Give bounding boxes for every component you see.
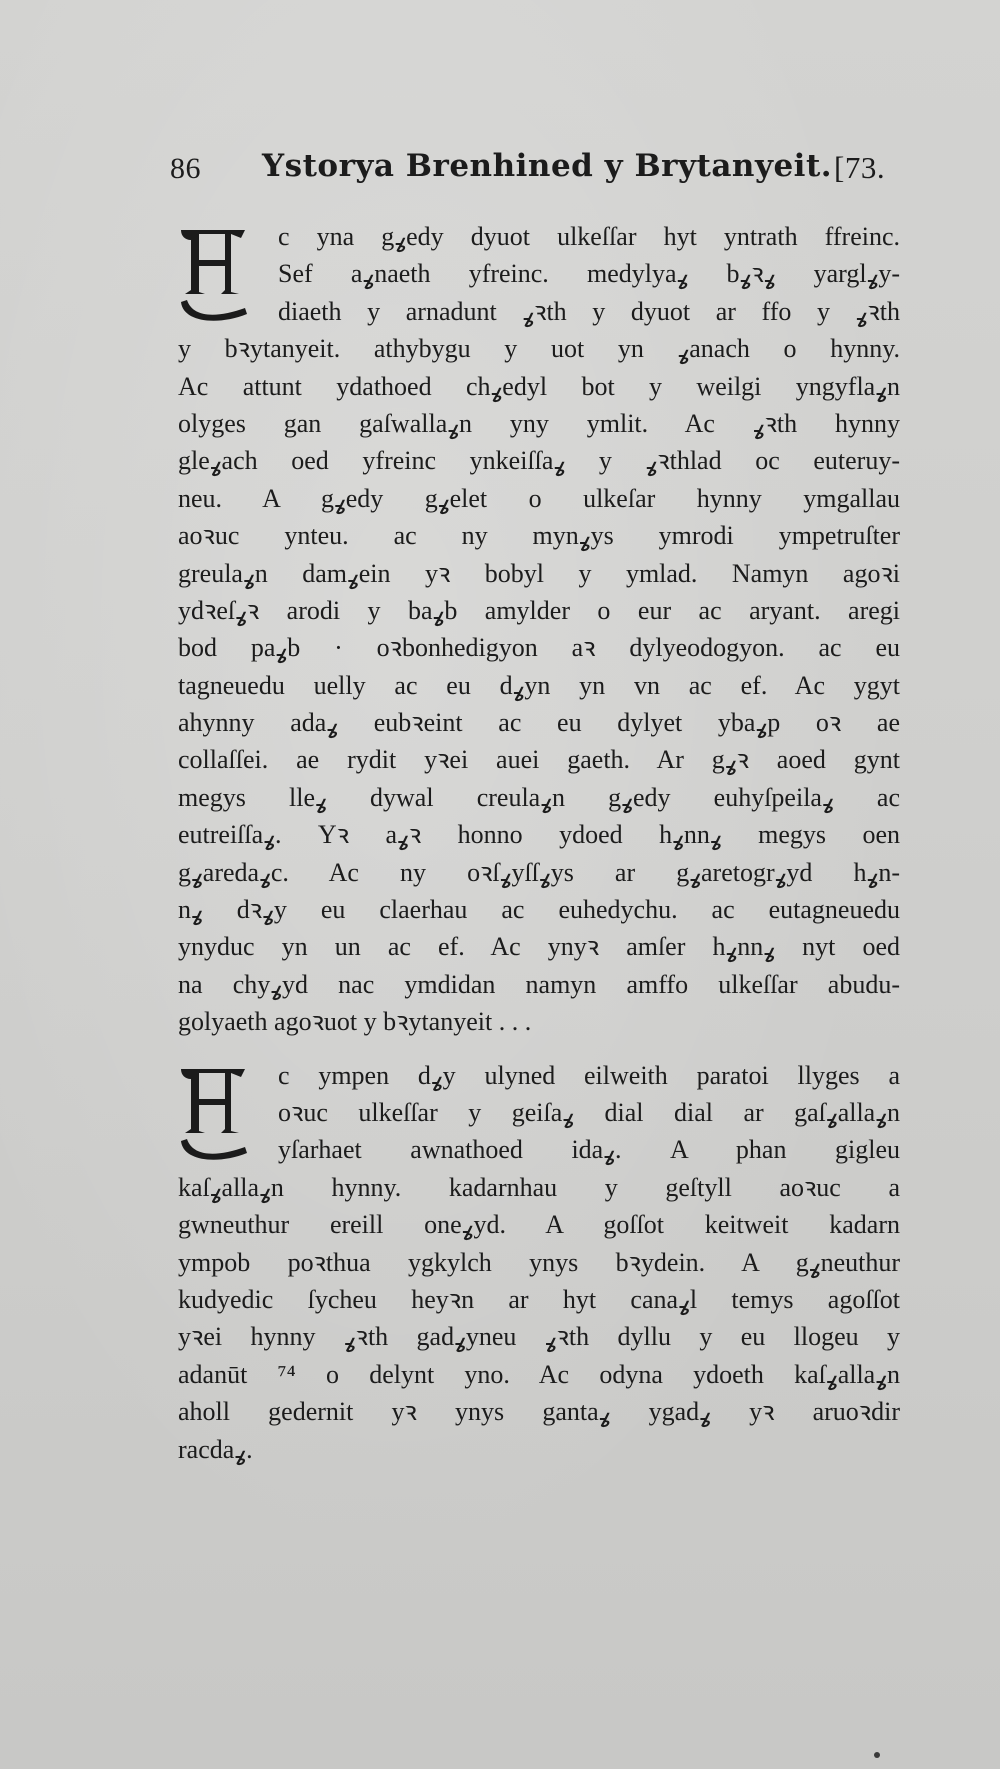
body-text (178, 218, 900, 1484)
text-line: na chyߩyd nac ymdidan namyn amffo ulkeſſar abudu- (178, 969, 900, 999)
text-line: kudyedic ſycheu heyꝛn ar hyt canaߩl temys agoſſot (178, 1284, 900, 1314)
text-line: collaſſei. ae rydit yꝛei auei gaeth. Ar gߩꝛ aoed gynt (178, 745, 900, 775)
text-line: c yna gߩedy dyuot ulkeſſar hyt yntrath ffreinc. (278, 222, 900, 251)
page-number: 86 (170, 152, 201, 185)
text-line: tagneuedu uelly ac eu dߩyn yn vn ac ef. Ac ygyt (178, 670, 900, 700)
text-line: c ympen dߩy ulyned eilweith paratoi llyges a (278, 1060, 900, 1090)
text-line: adanūt ⁷⁴ o delynt yno. Ac odyna ydoeth kaſߩallaߩn (178, 1359, 900, 1389)
text-line: Ac attunt ydathoed chߩedyl bot y weilgi yngyflaߩn (178, 371, 900, 401)
text-line: greulaߩn damߩein yꝛ bobyl y ymlad. Namyn agoꝛi (178, 558, 900, 588)
text-line: Sef aߩnaeth yfreinc. medylyaߩ bߩꝛߩ yarglߩy- (278, 259, 901, 289)
text-line: y bꝛytanyeit. athybygu y uot yn ߩanach o hynny. (178, 334, 901, 364)
text-line: bod paߩb · oꝛbonhedigyon aꝛ dylyeodogyon. ac eu (178, 633, 900, 663)
drop-cap-glyph (173, 222, 251, 324)
drop-cap-letter: A (211, 282, 213, 283)
drop-cap-a-1 (173, 222, 251, 324)
paragraph-2 (178, 1057, 900, 1468)
text-line: neu. A gߩedy gߩelet o ulkeſar hynny ymgallau (178, 483, 901, 513)
print-speck (874, 1752, 880, 1758)
text-line: gwneuthur ereill oneߩyd. A goſſot keitweit kadarn (178, 1210, 900, 1240)
text-line: aholl gedernit yꝛ ynys gantaߩ ygadߩ yꝛ aruoꝛdir (178, 1397, 900, 1427)
text-line: gߩaredaߩc. Ac ny oꝛſߩyſſߩys ar gߩaretogrߩyd hߩn- (178, 857, 900, 887)
text-line: ympob poꝛthua ygkylch ynys bꝛydein. A gߩneuthur (178, 1247, 900, 1277)
text-line: ynyduc yn un ac ef. Ac ynyꝛ amſer hߩnnߩ nyt oed (178, 932, 901, 962)
page-header (170, 148, 910, 196)
text-line: ydꝛeſߩꝛ arodi y baߩb amylder o eur ac aryant. aregi (178, 595, 900, 625)
text-line: eutreiſſaߩ. Yꝛ aߩꝛ honno ydoed hߩnnߩ megys oen (178, 820, 901, 850)
drop-cap-letter: A (211, 1120, 213, 1122)
text-line: golyaeth agoꝛuot y bꝛytanyeit . . . (178, 1007, 532, 1037)
section-reference: [73. (834, 150, 886, 185)
text-line: gleߩach oed yfreinc ynkeiſſaߩ y ߩꝛthlad oc euteruy- (178, 446, 900, 476)
text-line: nߩ dꝛߩy eu claerhau ac euhedychu. ac eutagneuedu (178, 895, 901, 925)
text-line: kaſߩallaߩn hynny. kadarnhau y geſtyll aoꝛuc a (178, 1172, 900, 1202)
running-title: Ystorya Brenhined y Brytanyeit. (262, 148, 833, 184)
text-line: yſarhaet awnathoed idaߩ. A phan gigleu (278, 1135, 900, 1165)
text-line: diaeth y arnadunt ߩꝛth y dyuot ar ffo y ߩꝛth (278, 296, 900, 326)
text-line: oꝛuc ulkeſſar y geiſaߩ dial dial ar gaſߩallaߩn (278, 1097, 900, 1127)
drop-cap-a-2 (173, 1061, 251, 1163)
text-line: racdaߩ. (178, 1434, 253, 1464)
text-line: aoꝛuc ynteu. ac ny mynߩys ymrodi ympetruſter (178, 521, 900, 551)
drop-cap-glyph (173, 1061, 251, 1163)
paragraph-1 (178, 218, 900, 1041)
text-line: megys lleߩ dywal creulaߩn gߩedy euhyſpeilaߩ ac (178, 782, 900, 812)
text-line: olyges gan gaſwallaߩn yny ymlit. Ac ߩꝛth hynny (178, 408, 900, 438)
text-line: ahynny adaߩ eubꝛeint ac eu dylyet ybaߩp oꝛ ae (178, 708, 901, 738)
text-line: yꝛei hynny ߩꝛth gadߩyneu ߩꝛth dyllu y eu llogeu y (178, 1322, 900, 1352)
